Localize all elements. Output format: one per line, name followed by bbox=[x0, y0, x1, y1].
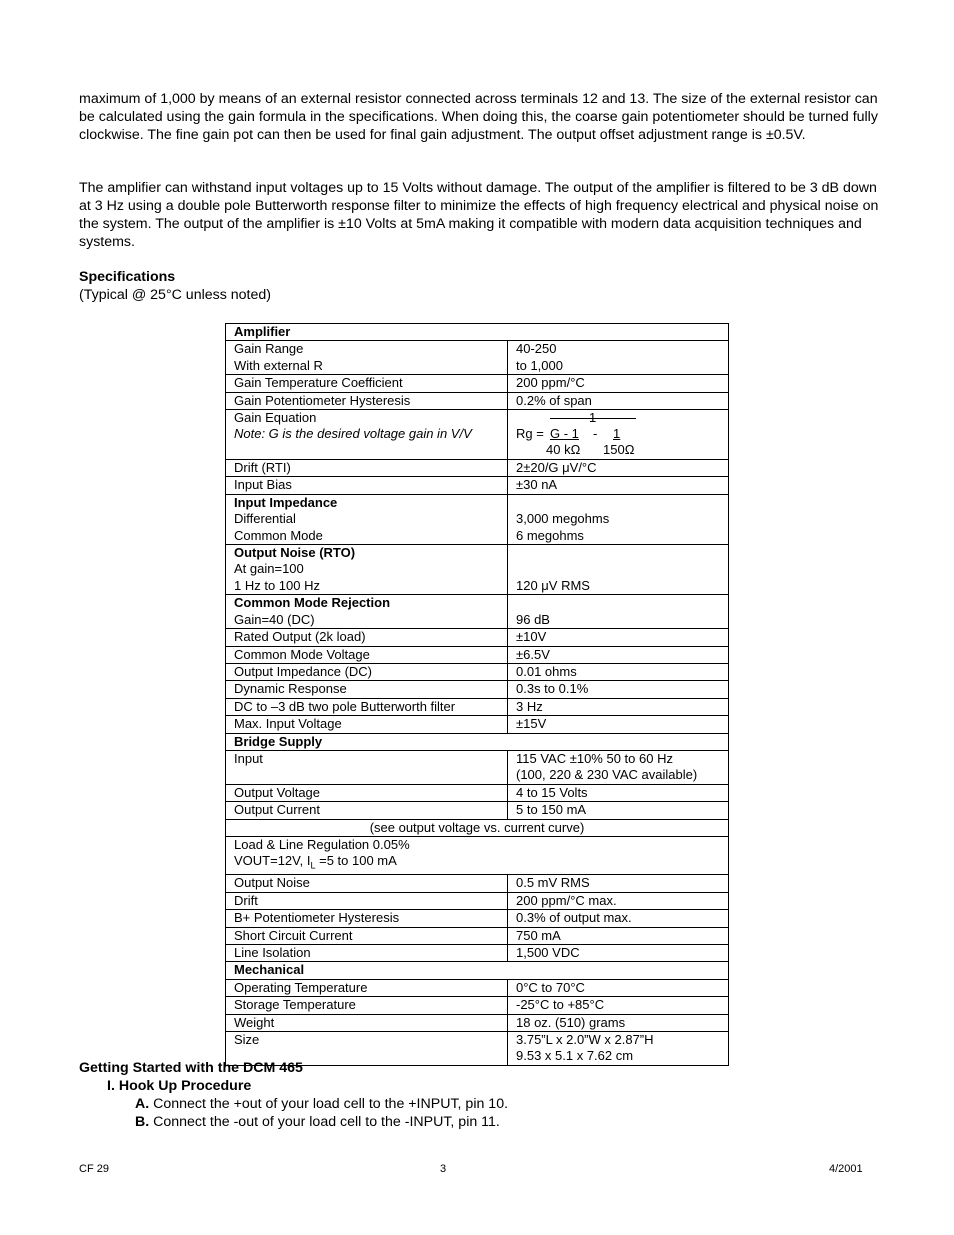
footer-page-number: 3 bbox=[440, 1163, 447, 1175]
spec-value: 3.75”L x 2.0”W x 2.87”H 9.53 x 5.1 x 7.62 cm bbox=[508, 1032, 729, 1066]
spec-value: 40-250 to 1,000 bbox=[508, 341, 729, 375]
spec-label: Gain Potentiometer Hysteresis bbox=[226, 392, 508, 409]
spec-value: 2±20/G μV/°C bbox=[508, 460, 729, 477]
spec-label: Short Circuit Current bbox=[226, 927, 508, 944]
spec-label: Weight bbox=[226, 1014, 508, 1031]
table-row bbox=[226, 392, 729, 409]
spec-label: Operating Temperature bbox=[226, 979, 508, 996]
gain-equation bbox=[508, 410, 729, 460]
spec-value: 0.2% of span bbox=[508, 392, 729, 409]
spec-value: -25°C to +85°C bbox=[508, 997, 729, 1014]
spec-value: 1,500 VDC bbox=[508, 945, 729, 962]
table-row bbox=[226, 341, 729, 375]
bridge-supply-header: Bridge Supply bbox=[226, 733, 729, 750]
table-row bbox=[226, 681, 729, 698]
spec-value: 115 VAC ±10% 50 to 60 Hz (100, 220 & 230 VAC available) bbox=[508, 750, 729, 784]
table-row bbox=[226, 802, 729, 819]
spec-value: ±6.5V bbox=[508, 646, 729, 663]
curve-note: (see output voltage vs. current curve) bbox=[226, 819, 729, 836]
table-row bbox=[226, 927, 729, 944]
spec-value: 200 ppm/°C max. bbox=[508, 892, 729, 909]
spec-value: 750 mA bbox=[508, 927, 729, 944]
spec-value: ±30 nA bbox=[508, 477, 729, 494]
specifications-note: (Typical @ 25°C unless noted) bbox=[79, 287, 271, 303]
equation-fraction-bar bbox=[550, 418, 636, 419]
spec-label: Output Noise (RTO) At gain=100 1 Hz to 100 Hz bbox=[226, 545, 508, 595]
spec-label: Drift bbox=[226, 892, 508, 909]
spec-label: Output Current bbox=[226, 802, 508, 819]
table-row bbox=[226, 410, 729, 460]
table-row bbox=[226, 892, 729, 909]
getting-started-heading: Getting Started with the DCM 465 bbox=[79, 1060, 303, 1076]
spec-value: 0.3s to 0.1% bbox=[508, 681, 729, 698]
table-row bbox=[226, 375, 729, 392]
spec-label: B+ Potentiometer Hysteresis bbox=[226, 910, 508, 927]
table-row bbox=[226, 875, 729, 892]
equation-minus: - bbox=[593, 426, 598, 442]
footer-doc-id: CF 29 bbox=[79, 1163, 109, 1175]
hook-up-heading: I. Hook Up Procedure bbox=[107, 1078, 252, 1094]
spec-value: 0°C to 70°C bbox=[508, 979, 729, 996]
table-row bbox=[226, 698, 729, 715]
specifications-heading: Specifications bbox=[79, 269, 176, 285]
spec-value: 200 ppm/°C bbox=[508, 375, 729, 392]
footer-date: 4/2001 bbox=[829, 1163, 863, 1175]
table-row bbox=[226, 324, 729, 341]
table-row bbox=[226, 460, 729, 477]
table-row bbox=[226, 750, 729, 784]
table-row bbox=[226, 997, 729, 1014]
table-row bbox=[226, 716, 729, 733]
table-row bbox=[226, 945, 729, 962]
amplifier-header: Amplifier bbox=[226, 324, 729, 341]
table-row bbox=[226, 646, 729, 663]
spec-label: Output Impedance (DC) bbox=[226, 663, 508, 680]
spec-value: 4 to 15 Volts bbox=[508, 784, 729, 801]
spec-value: 3 Hz bbox=[508, 698, 729, 715]
spec-value: 3,000 megohms 6 megohms bbox=[508, 494, 729, 544]
table-row bbox=[226, 629, 729, 646]
spec-label: Common Mode Voltage bbox=[226, 646, 508, 663]
spec-label: Line Isolation bbox=[226, 945, 508, 962]
spec-value: ±10V bbox=[508, 629, 729, 646]
spec-value: 0.5 mV RMS bbox=[508, 875, 729, 892]
table-row bbox=[226, 836, 729, 874]
spec-value: ±15V bbox=[508, 716, 729, 733]
table-row bbox=[226, 663, 729, 680]
spec-label: Drift (RTI) bbox=[226, 460, 508, 477]
intro-paragraph-1: maximum of 1,000 by means of an external resistor connected across terminals 12 and 13. The size of the external resistor can be calculated using the gain formula in the specifications. When doing this, the coarse gain potentiometer should be turned fully clockwise. The fine gain pot can then be used for final gain adjustment. The output offset adjustment range is ±0.5V. bbox=[79, 91, 878, 143]
table-row bbox=[226, 595, 729, 629]
spec-label: Gain Equation Note: G is the desired voltage gain in V/V bbox=[226, 410, 508, 460]
table-row bbox=[226, 494, 729, 544]
intro-paragraph-2: The amplifier can withstand input voltages up to 15 Volts without damage. The output of the amplifier is filtered to be 3 dB down at 3 Hz using a double pole Butterworth response filter to minimize the effects of high frequency electrical and physical noise on the system. The output of the amplifier is ±10 Volts at 5mA making it compatible with modern data acquisition techniques and systems. bbox=[79, 180, 879, 250]
table-row bbox=[226, 962, 729, 979]
spec-value: 0.01 ohms bbox=[508, 663, 729, 680]
spec-value: 120 μV RMS bbox=[508, 545, 729, 595]
spec-value: 96 dB bbox=[508, 595, 729, 629]
spec-value: 5 to 150 mA bbox=[508, 802, 729, 819]
equation-rg: Rg = bbox=[516, 426, 544, 442]
equation-numerator: 1 bbox=[589, 410, 597, 426]
spec-label: Common Mode Rejection Gain=40 (DC) bbox=[226, 595, 508, 629]
equation-150: 150Ω bbox=[603, 442, 635, 458]
equation-one: 1 bbox=[613, 426, 621, 442]
mechanical-header: Mechanical bbox=[226, 962, 729, 979]
specifications-table bbox=[225, 323, 729, 1066]
step-a: A. Connect the +out of your load cell to the +INPUT, pin 10. bbox=[135, 1096, 509, 1112]
table-row bbox=[226, 910, 729, 927]
table-row bbox=[226, 733, 729, 750]
spec-label: Input bbox=[226, 750, 508, 784]
spec-label: Input Bias bbox=[226, 477, 508, 494]
spec-label: Gain Temperature Coefficient bbox=[226, 375, 508, 392]
spec-label: Max. Input Voltage bbox=[226, 716, 508, 733]
spec-label: Rated Output (2k load) bbox=[226, 629, 508, 646]
table-row bbox=[226, 477, 729, 494]
table-row bbox=[226, 819, 729, 836]
table-row bbox=[226, 545, 729, 595]
spec-value: 18 oz. (510) grams bbox=[508, 1014, 729, 1031]
spec-label: Output Voltage bbox=[226, 784, 508, 801]
spec-label: Storage Temperature bbox=[226, 997, 508, 1014]
regulation-cell: Load & Line Regulation 0.05% VOUT=12V, $I_L =5$ to 100 mA bbox=[226, 836, 729, 874]
spec-value: 0.3% of output max. bbox=[508, 910, 729, 927]
table-row bbox=[226, 979, 729, 996]
spec-label: Output Noise bbox=[226, 875, 508, 892]
spec-label: Gain Range With external R bbox=[226, 341, 508, 375]
spec-label: Dynamic Response bbox=[226, 681, 508, 698]
spec-label: Size bbox=[226, 1032, 508, 1066]
table-row bbox=[226, 784, 729, 801]
equation-g-minus-1: G - 1 bbox=[550, 426, 579, 442]
step-b: B. Connect the -out of your load cell to the -INPUT, pin 11. bbox=[135, 1114, 500, 1130]
spec-label: Input Impedance Differential Common Mode bbox=[226, 494, 508, 544]
table-row bbox=[226, 1014, 729, 1031]
equation-40k: 40 kΩ bbox=[546, 442, 581, 458]
spec-label: DC to –3 dB two pole Butterworth filter bbox=[226, 698, 508, 715]
